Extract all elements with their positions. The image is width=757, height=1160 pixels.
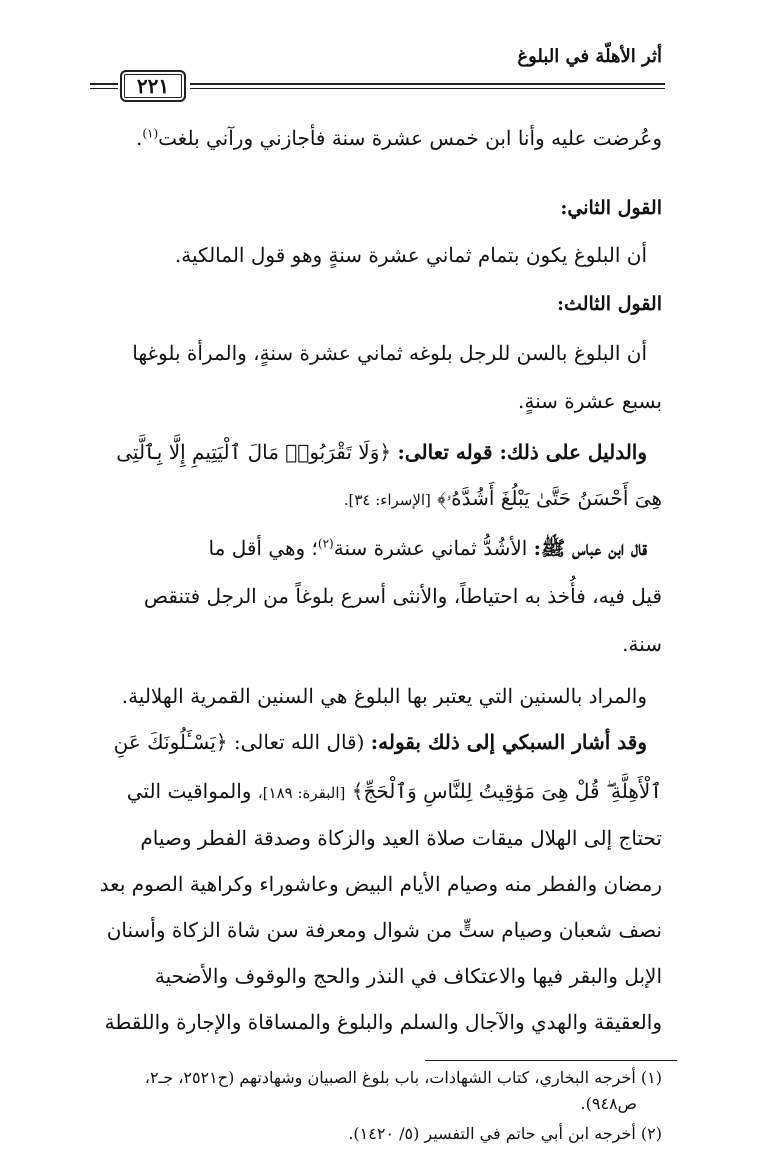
text-line-3a: أن البلوغ بالسن للرجل بلوغه ثماني عشرة سنةٍ، والمرأة بلوغها xyxy=(132,341,647,365)
header-rule-left-thin xyxy=(90,88,118,89)
text-segment: وعُرضت عليه وأنا ابن خمس عشرة سنة فأجازني ورآني بلغت xyxy=(158,126,662,150)
text-segment: الأشُدُّ ثماني عشرة سنة xyxy=(333,536,528,560)
text-line-4b xyxy=(344,486,662,510)
text-line-3b: بسبع عشرة سنةٍ. xyxy=(518,389,662,413)
header-rule xyxy=(190,83,665,85)
header-rule-left xyxy=(90,83,118,85)
text-segment: . xyxy=(135,126,143,150)
text-line-1 xyxy=(136,126,662,150)
footnote-ref-1: (١) xyxy=(142,126,159,141)
text-segment: والمواقيت التي xyxy=(126,779,252,803)
verse-reference: [البقرة: ١٨٩]، xyxy=(257,784,346,802)
text-line-5b: قيل فيه، فأُخذ به احتياطاً، والأنثى أسرع بلوغاً من الرجل فتنقص xyxy=(143,584,662,608)
verse-reference: [الإسراء: ٣٤]. xyxy=(343,491,431,509)
text-line-8: تحتاج إلى الهلال ميقات صلاة العيد والزكاة وصدقة الفطر وصيام xyxy=(140,826,662,850)
text-line-9: رمضان والفطر منه وصيام الأيام البيض وعاشوراء وكراهية الصوم بعد xyxy=(99,872,662,896)
text-line-6: والمراد بالسنين التي يعتبر بها البلوغ هي السنين القمرية الهلالية. xyxy=(121,684,647,708)
text-line-12: والعقيقة والهدي والآجال والسلم والبلوغ والمساقاة والإجارة واللقطة xyxy=(104,1010,662,1034)
text-line-7b xyxy=(127,779,662,803)
text-line-4a xyxy=(116,440,647,464)
quran-verse: ٱلْأَهِلَّةِ ۖ قُلْ هِىَ مَوَٰقِيتُ لِلنَّاسِ وَٱلْحَجِّ﴾ xyxy=(351,779,662,803)
text-line-5a xyxy=(209,536,647,565)
footnote-1-line-2: ص٩٤٨). xyxy=(580,1094,637,1113)
text-line-10: نصف شعبان وصيام ستٍّ من شوال ومعرفة سن شاة الزكاة وأسنان xyxy=(106,918,662,942)
text-segment: (قال الله تعالى: xyxy=(233,730,365,754)
footnote-rule xyxy=(425,1060,677,1061)
text-segment: ؛ وهي أقل ما xyxy=(208,536,318,560)
section-heading-third-opinion: القول الثالث: xyxy=(557,293,662,315)
narrator-label: قال ابن عباس ﷺ: xyxy=(533,536,647,560)
quran-verse: هِىَ أَحْسَنُ حَتَّىٰ يَبْلُغَ أَشُدَّهُۥ﴾ xyxy=(437,486,662,510)
header-rule-thin xyxy=(190,88,665,89)
footnote-1-line-1: (١) أخرجه البخاري، كتاب الشهادات، باب بلوغ الصبيان وشهادتهم (ح٢٥٢١، جـ٢، xyxy=(144,1068,662,1087)
text-line-11: الإبل والبقر فيها والاعتكاف في النذر والحج والوقوف والأضحية xyxy=(154,964,662,988)
text-line-2: أن البلوغ يكون بتمام ثماني عشرة سنةٍ وهو قول المالكية. xyxy=(174,243,647,267)
footnote-2: (٢) أخرجه ابن أبي حاتم في التفسير (٥/ ١٤٢٠). xyxy=(348,1124,662,1143)
text-line-5c: سنة. xyxy=(622,632,662,656)
section-heading-second-opinion: القول الثاني: xyxy=(560,197,662,219)
text-line-7a xyxy=(114,730,647,754)
page-number: ٢٢١ xyxy=(120,70,186,102)
quran-verse: ﴿يَسْـَٔلُونَكَ عَنِ xyxy=(113,730,228,754)
footnote-ref-2: (٢) xyxy=(317,536,334,551)
subki-label: وقد أشار السبكي إلى ذلك بقوله: xyxy=(370,730,647,754)
quran-verse: ﴿وَلَا تَقْرَبُوا۟ مَالَ ٱلْيَتِيمِ إِلَّا بِٱلَّتِى xyxy=(116,440,392,464)
evidence-label: والدليل على ذلك: قوله تعالى: xyxy=(397,440,647,464)
running-title: أثر الأهلّة في البلوغ xyxy=(517,46,662,67)
